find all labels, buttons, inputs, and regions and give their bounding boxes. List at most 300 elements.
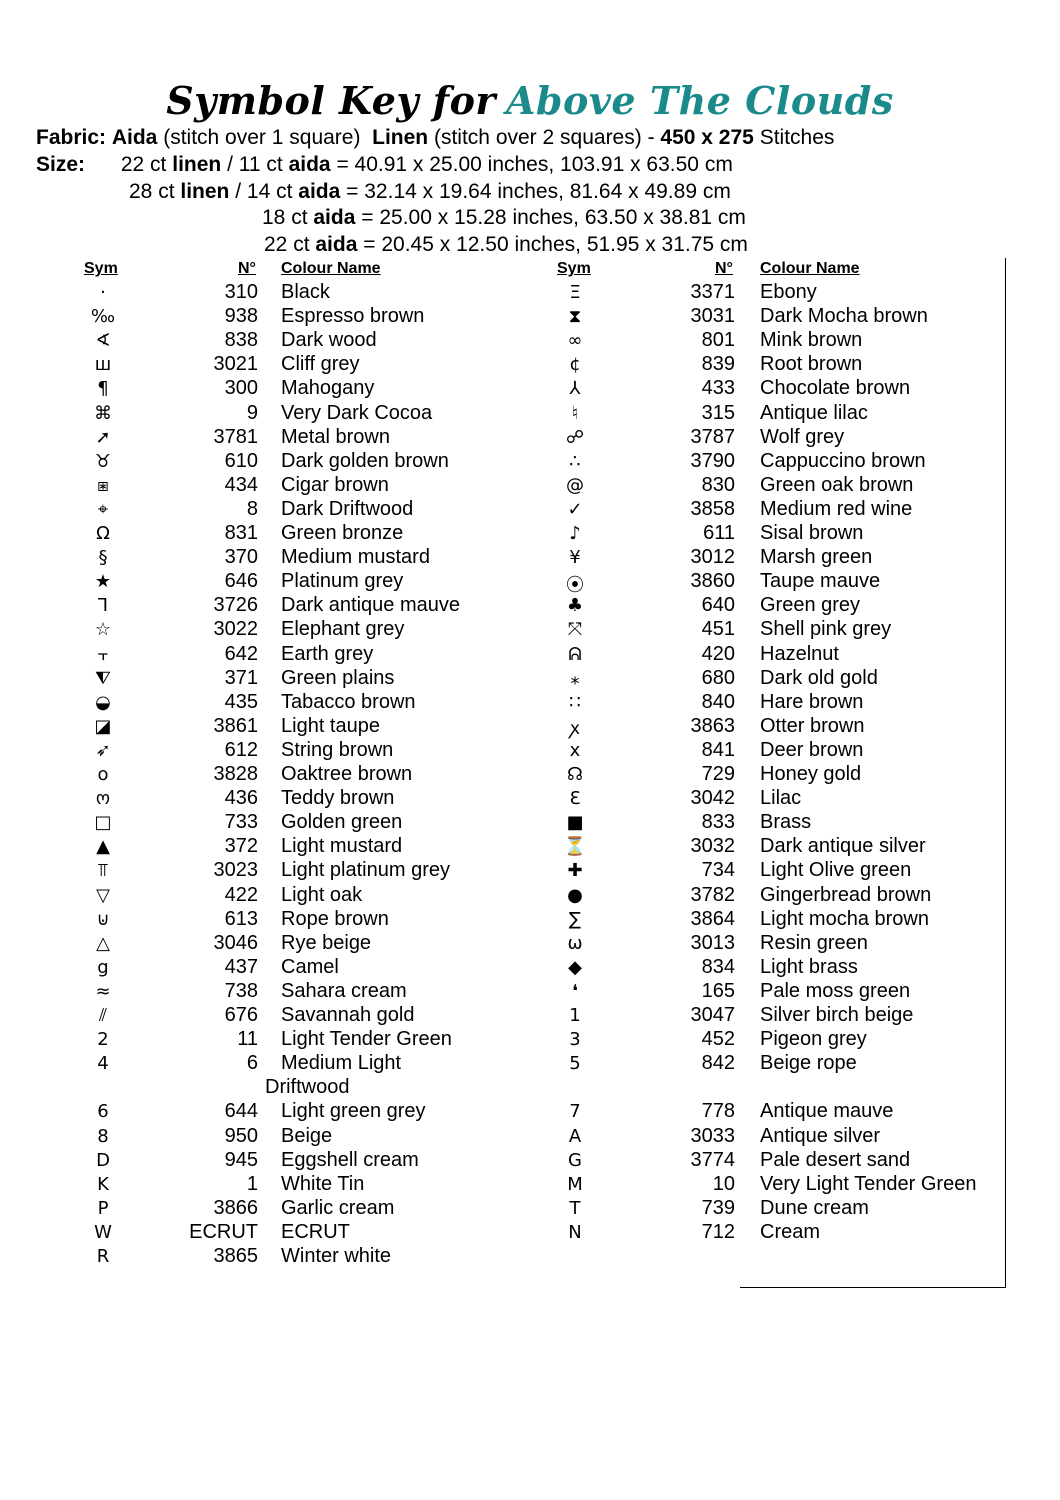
right-table-row bbox=[0, 546, 1000, 570]
colour-name: Shell pink grey bbox=[760, 618, 892, 641]
symbol-cell: ⏳ bbox=[563, 836, 587, 858]
thread-number: 830 bbox=[701, 473, 735, 496]
colour-name: Deer brown bbox=[760, 738, 864, 761]
thread-number: 612 bbox=[224, 738, 258, 761]
colour-name: Platinum grey bbox=[281, 570, 404, 593]
thread-number: 433 bbox=[701, 377, 735, 400]
colour-name: White Tin bbox=[281, 1172, 365, 1195]
colour-name: Antique mauve bbox=[760, 1100, 894, 1123]
header-name-left: Colour Name bbox=[281, 260, 381, 277]
right-table-row bbox=[0, 715, 1000, 739]
colour-name: Pale desert sand bbox=[760, 1148, 911, 1171]
colour-name: Teddy brown bbox=[281, 787, 395, 810]
symbol-cell: ᕱ bbox=[568, 643, 582, 665]
colour-name: Light Olive green bbox=[760, 859, 912, 882]
thread-number: 422 bbox=[224, 883, 258, 906]
colour-name: Light platinum grey bbox=[281, 859, 450, 882]
size-count-2: / 14 ct bbox=[235, 180, 293, 203]
symbol-cell: ⅄ bbox=[569, 378, 581, 400]
size-dims: = 40.91 x 25.00 inches, 103.91 x 63.50 cm bbox=[336, 153, 733, 176]
thread-number: 310 bbox=[224, 281, 258, 303]
colour-name: Silver birch beige bbox=[760, 1004, 914, 1026]
colour-name: Medium mustard bbox=[281, 546, 430, 569]
header-sym-right: Sym bbox=[557, 260, 591, 277]
symbol-cell: ⌖ bbox=[97, 498, 109, 520]
colour-name: Honey gold bbox=[760, 763, 862, 785]
symbol-cell: ♉ bbox=[94, 450, 112, 472]
symbol-cell: ¶ bbox=[97, 378, 109, 400]
symbol-cell: ➚ bbox=[95, 426, 111, 448]
colour-name: Tabacco brown bbox=[281, 690, 416, 713]
thread-number: 610 bbox=[224, 449, 258, 472]
thread-number: 3865 bbox=[213, 1245, 258, 1267]
thread-number: 3726 bbox=[213, 594, 258, 617]
thread-number: 372 bbox=[224, 835, 258, 858]
colour-name: Beige bbox=[281, 1124, 333, 1147]
right-table-row bbox=[0, 353, 1000, 377]
size-label: Size: bbox=[36, 153, 86, 176]
stitch-count: 450 x 275 bbox=[660, 126, 754, 149]
thread-number: 3022 bbox=[213, 618, 258, 641]
right-table-row bbox=[0, 522, 1000, 546]
right-table-row bbox=[0, 908, 1000, 932]
thread-number: 11 bbox=[237, 1028, 258, 1051]
symbol-cell: ☍ bbox=[565, 426, 585, 448]
symbol-cell: § bbox=[98, 547, 108, 569]
colour-name: Metal brown bbox=[281, 425, 390, 448]
symbol-cell: g bbox=[97, 956, 109, 978]
colour-name: Antique silver bbox=[760, 1124, 881, 1147]
symbol-cell: ➶ bbox=[95, 739, 111, 761]
thread-number: 833 bbox=[701, 811, 735, 834]
symbol-cell: ꭗ bbox=[570, 717, 580, 739]
symbol-cell: ш bbox=[94, 354, 112, 376]
symbol-cell: 3 bbox=[569, 1029, 581, 1051]
right-table-row bbox=[0, 1052, 1000, 1076]
fabric-linen: Linen bbox=[372, 126, 429, 149]
size-line-4 bbox=[264, 233, 1060, 257]
right-table-row bbox=[0, 980, 1000, 1004]
colour-name: Very Light Tender Green bbox=[760, 1172, 977, 1195]
right-table-row bbox=[0, 402, 1000, 426]
border-bottom bbox=[740, 1287, 1006, 1288]
header-num-right: N° bbox=[715, 260, 733, 277]
thread-number: 642 bbox=[224, 642, 258, 665]
left-table-row bbox=[0, 1245, 1000, 1269]
thread-number: 3042 bbox=[690, 787, 735, 810]
size-line-2 bbox=[129, 180, 1060, 204]
colour-name: Oaktree brown bbox=[281, 763, 413, 785]
colour-name: Light brass bbox=[760, 955, 858, 978]
colour-name: Green plains bbox=[281, 666, 395, 689]
colour-name-continued: Driftwood bbox=[265, 1076, 350, 1099]
right-table-row bbox=[0, 787, 1000, 811]
header-sym-left: Sym bbox=[84, 260, 118, 277]
size-count: 22 ct bbox=[120, 153, 167, 176]
colour-name: Dark wood bbox=[281, 329, 377, 352]
colour-name: Pigeon grey bbox=[760, 1028, 867, 1051]
thread-number: 3774 bbox=[690, 1148, 735, 1171]
symbol-cell: ■ bbox=[566, 812, 584, 834]
colour-name: Dark Mocha brown bbox=[760, 305, 928, 328]
colour-name: Light mustard bbox=[281, 835, 403, 858]
right-table-row bbox=[0, 498, 1000, 522]
thread-number: 646 bbox=[224, 570, 258, 593]
symbol-cell: Ξ bbox=[569, 282, 581, 303]
thread-number: 3023 bbox=[213, 859, 258, 882]
right-table-row bbox=[0, 570, 1000, 597]
size-count: 28 ct bbox=[129, 180, 175, 203]
symbol-cell: ⧆ bbox=[97, 474, 109, 496]
thread-number: 3790 bbox=[690, 449, 735, 472]
symbol-cell: ▲ bbox=[96, 836, 110, 858]
symbol-cell: @ bbox=[566, 474, 584, 496]
thread-number: 3032 bbox=[690, 835, 735, 858]
symbol-cell: W bbox=[94, 1221, 112, 1243]
thread-number: 3863 bbox=[690, 714, 735, 737]
colour-name: Green oak brown bbox=[760, 473, 914, 496]
symbol-cell: ♣ bbox=[566, 595, 584, 617]
symbol-cell: ∷ bbox=[569, 691, 581, 713]
symbol-cell: ⊍ bbox=[96, 908, 110, 930]
symbol-cell: G bbox=[568, 1149, 582, 1171]
right-table-row bbox=[0, 377, 1000, 401]
thread-number: 841 bbox=[701, 738, 735, 761]
colour-name: Espresso brown bbox=[281, 305, 425, 328]
symbol-cell: T bbox=[569, 1197, 581, 1219]
colour-name: Cappuccino brown bbox=[760, 449, 926, 472]
thread-number: 435 bbox=[224, 690, 258, 713]
thread-number: 452 bbox=[701, 1028, 735, 1051]
colour-name: Rope brown bbox=[281, 907, 389, 930]
border-right bbox=[1005, 258, 1006, 1288]
size-fabric: aida bbox=[313, 206, 356, 229]
thread-number: 778 bbox=[701, 1100, 735, 1123]
thread-number: 3781 bbox=[213, 425, 258, 448]
colour-name: Winter white bbox=[281, 1245, 392, 1267]
thread-number: 3860 bbox=[690, 570, 735, 593]
symbol-cell: ⤧ bbox=[567, 619, 583, 641]
fabric-aida-note: (stitch over 1 square) bbox=[163, 126, 361, 149]
thread-number: 3787 bbox=[690, 425, 735, 448]
symbol-cell: ∴ bbox=[569, 450, 581, 472]
thread-number: 3013 bbox=[690, 931, 735, 954]
symbol-cell: ∢ bbox=[95, 330, 111, 352]
symbol-cell: K bbox=[97, 1173, 109, 1195]
right-table-row bbox=[0, 932, 1000, 956]
right-table-row bbox=[0, 618, 1000, 642]
thread-number: 644 bbox=[224, 1100, 258, 1123]
thread-number: 950 bbox=[224, 1124, 258, 1147]
colour-name: Light taupe bbox=[281, 714, 380, 737]
colour-name: Sisal brown bbox=[760, 522, 864, 544]
thread-number: 3864 bbox=[690, 907, 735, 930]
thread-number: 3021 bbox=[213, 353, 258, 376]
colour-name: Green grey bbox=[760, 594, 861, 617]
symbol-cell: x bbox=[569, 739, 581, 761]
symbol-cell: o bbox=[97, 764, 109, 785]
thread-number: 9 bbox=[246, 401, 258, 424]
colour-name: Chocolate brown bbox=[760, 377, 911, 400]
colour-name: Hare brown bbox=[760, 690, 864, 713]
thread-number: 436 bbox=[224, 787, 258, 810]
thread-number: 613 bbox=[224, 907, 258, 930]
symbol-cell: ✓ bbox=[567, 498, 583, 520]
colour-name: Mink brown bbox=[760, 329, 863, 352]
size-fabric: linen bbox=[180, 180, 230, 203]
colour-name: Rye beige bbox=[281, 931, 372, 954]
colour-name: Ebony bbox=[760, 281, 817, 303]
colour-name: Gingerbread brown bbox=[760, 883, 932, 906]
symbol-cell: N bbox=[568, 1221, 582, 1243]
thread-number: 842 bbox=[701, 1052, 735, 1075]
thread-number: 371 bbox=[224, 666, 258, 689]
symbol-cell: P bbox=[97, 1197, 109, 1219]
right-table-row bbox=[0, 884, 1000, 908]
symbol-cell: 8 bbox=[97, 1125, 109, 1147]
size-fabric: linen bbox=[172, 153, 222, 176]
right-table-row bbox=[0, 1028, 1000, 1052]
symbol-cell: ♮ bbox=[571, 402, 579, 424]
symbol-cell: ∑ bbox=[568, 908, 582, 930]
page-title bbox=[0, 78, 1060, 123]
colour-name: Pale moss green bbox=[760, 979, 911, 1002]
fabric-label: Fabric: bbox=[36, 126, 107, 149]
right-table-row bbox=[0, 1004, 1000, 1028]
thread-number: 1 bbox=[246, 1172, 258, 1195]
right-table-row bbox=[0, 426, 1000, 450]
thread-number: 3047 bbox=[690, 1004, 735, 1026]
symbol-cell: ☊ bbox=[567, 764, 583, 785]
right-table-row bbox=[0, 594, 1000, 618]
symbol-cell: ≈ bbox=[95, 980, 111, 1002]
right-table-row bbox=[0, 281, 1000, 305]
thread-number: 611 bbox=[703, 522, 735, 544]
size-count-2: / 11 ct bbox=[227, 153, 283, 176]
colour-name: Dark Driftwood bbox=[281, 497, 414, 520]
right-table-row bbox=[0, 474, 1000, 498]
colour-name: Wolf grey bbox=[760, 425, 845, 448]
thread-number: 8 bbox=[246, 497, 258, 520]
colour-name: Green bronze bbox=[281, 522, 404, 544]
symbol-cell: ⧨ bbox=[94, 667, 112, 689]
fabric-line bbox=[36, 126, 1036, 150]
symbol-cell: 6 bbox=[97, 1101, 109, 1123]
thread-number: 165 bbox=[701, 979, 735, 1002]
symbol-cell: ⁎ bbox=[570, 667, 580, 689]
fabric-linen-note: (stitch over 2 squares) - bbox=[433, 126, 655, 149]
size-fabric-2: aida bbox=[298, 180, 341, 203]
pattern-name: Above The Clouds bbox=[505, 78, 894, 123]
right-table-row bbox=[0, 1221, 1000, 1245]
colour-name: Cream bbox=[760, 1220, 821, 1243]
right-table-row bbox=[0, 643, 1000, 667]
header-num-left: N° bbox=[238, 260, 256, 277]
size-line-3 bbox=[262, 206, 1060, 230]
thread-number: 938 bbox=[224, 305, 258, 328]
symbol-cell: ◪ bbox=[94, 715, 112, 737]
size-dims: = 25.00 x 15.28 inches, 63.50 x 38.81 cm bbox=[355, 206, 746, 229]
thread-number: 434 bbox=[224, 473, 258, 496]
colour-name: Eggshell cream bbox=[281, 1148, 419, 1171]
thread-number: 6 bbox=[246, 1052, 258, 1075]
right-table-row bbox=[0, 691, 1000, 715]
right-table-row bbox=[0, 811, 1000, 835]
symbol-cell: ● bbox=[567, 884, 583, 906]
colour-name: Resin green bbox=[760, 931, 868, 954]
thread-number: 300 bbox=[224, 377, 258, 400]
symbol-cell: ⦿ bbox=[566, 575, 584, 597]
right-table-row bbox=[0, 739, 1000, 763]
colour-name: Garlic cream bbox=[281, 1196, 395, 1219]
right-table-row bbox=[0, 667, 1000, 691]
colour-name: Light oak bbox=[281, 883, 363, 906]
thread-number: 437 bbox=[224, 955, 258, 978]
thread-number: 315 bbox=[701, 401, 735, 424]
size-dims: = 32.14 x 19.64 inches, 81.64 x 49.89 cm bbox=[346, 180, 731, 203]
symbol-cell: R bbox=[96, 1246, 110, 1267]
thread-number: 3031 bbox=[690, 305, 735, 328]
right-table-row bbox=[0, 1125, 1000, 1149]
fabric-aida: Aida bbox=[111, 126, 158, 149]
colour-name: Marsh green bbox=[760, 546, 873, 569]
colour-name: Golden green bbox=[281, 811, 403, 834]
right-table-row bbox=[0, 1149, 1000, 1173]
thread-number: 3046 bbox=[213, 931, 258, 954]
thread-number: 3782 bbox=[690, 883, 735, 906]
symbol-cell: ‰ bbox=[90, 306, 116, 328]
right-table-row bbox=[0, 763, 1000, 787]
symbol-cell: ∞ bbox=[567, 330, 583, 352]
thread-number: 738 bbox=[224, 979, 258, 1002]
thread-number: 712 bbox=[701, 1220, 735, 1243]
symbol-cell: ¥ bbox=[569, 547, 581, 569]
colour-name: Sahara cream bbox=[281, 979, 407, 1002]
symbol-cell: ⫪ bbox=[97, 860, 109, 882]
symbol-cell: 4 bbox=[97, 1053, 109, 1075]
symbol-cell: M bbox=[567, 1173, 583, 1195]
right-table-row bbox=[0, 835, 1000, 859]
thread-number: 3828 bbox=[213, 763, 258, 785]
thread-number: 3012 bbox=[690, 546, 735, 569]
symbol-cell: ¢ bbox=[569, 354, 581, 376]
symbol-cell: 5 bbox=[569, 1053, 581, 1075]
colour-name: Taupe mauve bbox=[760, 570, 881, 593]
symbol-cell: □ bbox=[94, 812, 112, 834]
symbol-cell: ⧗ bbox=[568, 306, 582, 328]
colour-name: Light mocha brown bbox=[760, 907, 929, 930]
size-line-1 bbox=[36, 153, 1036, 177]
thread-number: 680 bbox=[701, 666, 735, 689]
colour-name: ECRUT bbox=[281, 1220, 350, 1243]
thread-number: 3858 bbox=[690, 497, 735, 520]
right-table-row bbox=[0, 450, 1000, 474]
colour-name: Medium red wine bbox=[760, 497, 913, 520]
thread-number: 3371 bbox=[690, 281, 735, 303]
symbol-cell: 7 bbox=[569, 1101, 581, 1123]
size-count: 18 ct bbox=[262, 206, 308, 229]
symbol-cell: ▽ bbox=[96, 884, 110, 906]
colour-name: Hazelnut bbox=[760, 642, 839, 665]
symbol-cell: Ɛ bbox=[569, 788, 581, 810]
symbol-cell: ◒ bbox=[95, 691, 111, 713]
colour-name: Very Dark Cocoa bbox=[281, 401, 433, 424]
thread-number: 676 bbox=[224, 1004, 258, 1026]
colour-name: Elephant grey bbox=[281, 618, 405, 641]
right-table-row bbox=[0, 329, 1000, 353]
thread-number: 729 bbox=[701, 763, 735, 785]
size-dims: = 20.45 x 12.50 inches, 51.95 x 31.75 cm bbox=[363, 233, 748, 256]
symbol-cell: ω bbox=[567, 932, 583, 954]
colour-name: Cigar brown bbox=[281, 473, 389, 496]
right-table-row bbox=[0, 1076, 1000, 1100]
symbol-cell: A bbox=[568, 1125, 582, 1147]
symbol-cell: Ω bbox=[96, 523, 110, 544]
size-count: 22 ct bbox=[264, 233, 310, 256]
colour-name: Dark old gold bbox=[760, 666, 878, 689]
thread-number: 734 bbox=[701, 859, 735, 882]
symbol-cell: ☆ bbox=[94, 619, 112, 641]
thread-number: 3033 bbox=[690, 1124, 735, 1147]
thread-number: 640 bbox=[701, 594, 735, 617]
thread-number: 831 bbox=[224, 522, 258, 544]
colour-name: Dark golden brown bbox=[281, 449, 449, 472]
size-fabric: aida bbox=[315, 233, 358, 256]
symbol-cell: ♪ bbox=[569, 523, 581, 544]
colour-name: Antique lilac bbox=[760, 401, 868, 424]
colour-name: Mahogany bbox=[281, 377, 375, 400]
symbol-cell: ★ bbox=[94, 571, 112, 593]
thread-number: ECRUT bbox=[189, 1220, 258, 1243]
symbol-cell: 1 bbox=[569, 1005, 581, 1026]
colour-name: Dark antique mauve bbox=[281, 594, 460, 617]
size-fabric-2: aida bbox=[288, 153, 331, 176]
symbol-cell: 2 bbox=[97, 1029, 109, 1051]
thread-number: 945 bbox=[224, 1148, 258, 1171]
symbol-cell: ⌘ bbox=[94, 402, 112, 424]
colour-name: Medium Light bbox=[281, 1052, 402, 1075]
thread-number: 3861 bbox=[213, 714, 258, 737]
right-table-row bbox=[0, 1100, 1000, 1124]
header-name-right: Colour Name bbox=[760, 260, 860, 277]
thread-number: 370 bbox=[224, 546, 258, 569]
symbol-cell: ꓶ bbox=[97, 595, 109, 617]
colour-name: Brass bbox=[760, 811, 812, 834]
symbol-cell: D bbox=[96, 1149, 110, 1171]
symbol-cell: · bbox=[100, 282, 106, 303]
colour-name: Dune cream bbox=[760, 1196, 869, 1219]
right-table-row bbox=[0, 1173, 1000, 1197]
title-prefix: Symbol Key for bbox=[166, 78, 496, 123]
colour-name: Root brown bbox=[760, 353, 863, 376]
symbol-cell: ❛ bbox=[572, 980, 578, 1002]
thread-number: 739 bbox=[701, 1196, 735, 1219]
symbol-cell: ⫽ bbox=[98, 1005, 108, 1026]
thread-number: 10 bbox=[712, 1172, 735, 1195]
right-table-row bbox=[0, 956, 1000, 980]
thread-number: 3866 bbox=[213, 1196, 258, 1219]
thread-number: 420 bbox=[701, 642, 735, 665]
colour-name: Black bbox=[281, 281, 330, 303]
right-table-row bbox=[0, 859, 1000, 883]
stitch-label: Stitches bbox=[759, 126, 835, 149]
colour-name: Light Tender Green bbox=[281, 1028, 452, 1051]
symbol-cell: ◆ bbox=[568, 956, 582, 978]
thread-number: 838 bbox=[224, 329, 258, 352]
symbol-cell: ✚ bbox=[567, 860, 583, 882]
symbol-cell: ⫟ bbox=[97, 643, 109, 665]
thread-number: 733 bbox=[224, 811, 258, 834]
